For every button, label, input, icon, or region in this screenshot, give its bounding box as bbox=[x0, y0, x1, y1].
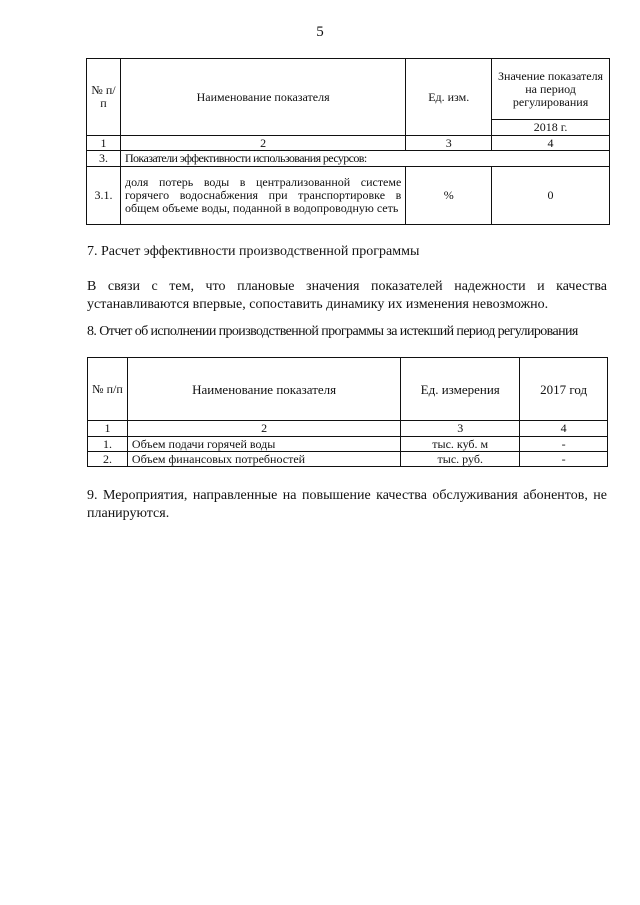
table-row bbox=[88, 452, 608, 467]
index-cell: 1 bbox=[87, 136, 121, 151]
header-year: 2018 г. bbox=[492, 120, 610, 136]
row-value: 0 bbox=[492, 167, 610, 225]
page-number: 5 bbox=[316, 24, 324, 40]
header-num: № п/п bbox=[87, 59, 121, 136]
header-indicator-name: Наименование показателя bbox=[120, 59, 405, 136]
row-num: 1. bbox=[88, 437, 128, 452]
index-cell: 2 bbox=[120, 136, 405, 151]
index-cell: 1 bbox=[88, 421, 128, 437]
index-cell: 2 bbox=[127, 421, 400, 437]
index-cell: 3 bbox=[401, 421, 520, 437]
index-cell: 3 bbox=[406, 136, 492, 151]
header-indicator-name: Наименование показателя bbox=[127, 358, 400, 421]
row-name: доля потерь воды в централизованной системе горячего водоснабжения при транспортировке в общем объеме воды, поданной в водопроводную сеть bbox=[120, 167, 405, 225]
section-7-text: В связи с тем, что плановые значения показателей надежности и качества устанавливаются впервые, сопоставить динамику их изменения невозможно. bbox=[87, 279, 607, 312]
table-row bbox=[88, 437, 608, 452]
performance-indicators-table bbox=[86, 58, 610, 225]
section-num: 3. bbox=[87, 151, 121, 167]
header-num: № п/п bbox=[88, 358, 128, 421]
row-unit: % bbox=[406, 167, 492, 225]
section-8-heading: 8. Отчет об исполнении производственной программы за истекший период регулирования bbox=[87, 324, 578, 339]
section-9-text: 9. Мероприятия, направленные на повышение качества обслуживания абонентов, не планируются. bbox=[87, 488, 607, 521]
row-num: 3.1. bbox=[87, 167, 121, 225]
table-row bbox=[87, 167, 610, 225]
section-label: Показатели эффективности использования ресурсов: bbox=[120, 151, 609, 167]
header-year: 2017 год bbox=[520, 358, 608, 421]
row-unit: тыс. куб. м bbox=[401, 437, 520, 452]
row-value: - bbox=[520, 452, 608, 467]
index-cell: 4 bbox=[492, 136, 610, 151]
header-unit: Ед. измерения bbox=[401, 358, 520, 421]
row-value: - bbox=[520, 437, 608, 452]
index-cell: 4 bbox=[520, 421, 608, 437]
row-unit: тыс. руб. bbox=[401, 452, 520, 467]
section-7-heading: 7. Расчет эффективности производственной программы bbox=[87, 244, 420, 259]
header-unit: Ед. изм. bbox=[406, 59, 492, 136]
row-name: Объем финансовых потребностей bbox=[127, 452, 400, 467]
program-report-table bbox=[87, 357, 608, 467]
row-name: Объем подачи горячей воды bbox=[127, 437, 400, 452]
header-value: Значение показателя на период регулирования bbox=[492, 59, 610, 120]
row-num: 2. bbox=[88, 452, 128, 467]
